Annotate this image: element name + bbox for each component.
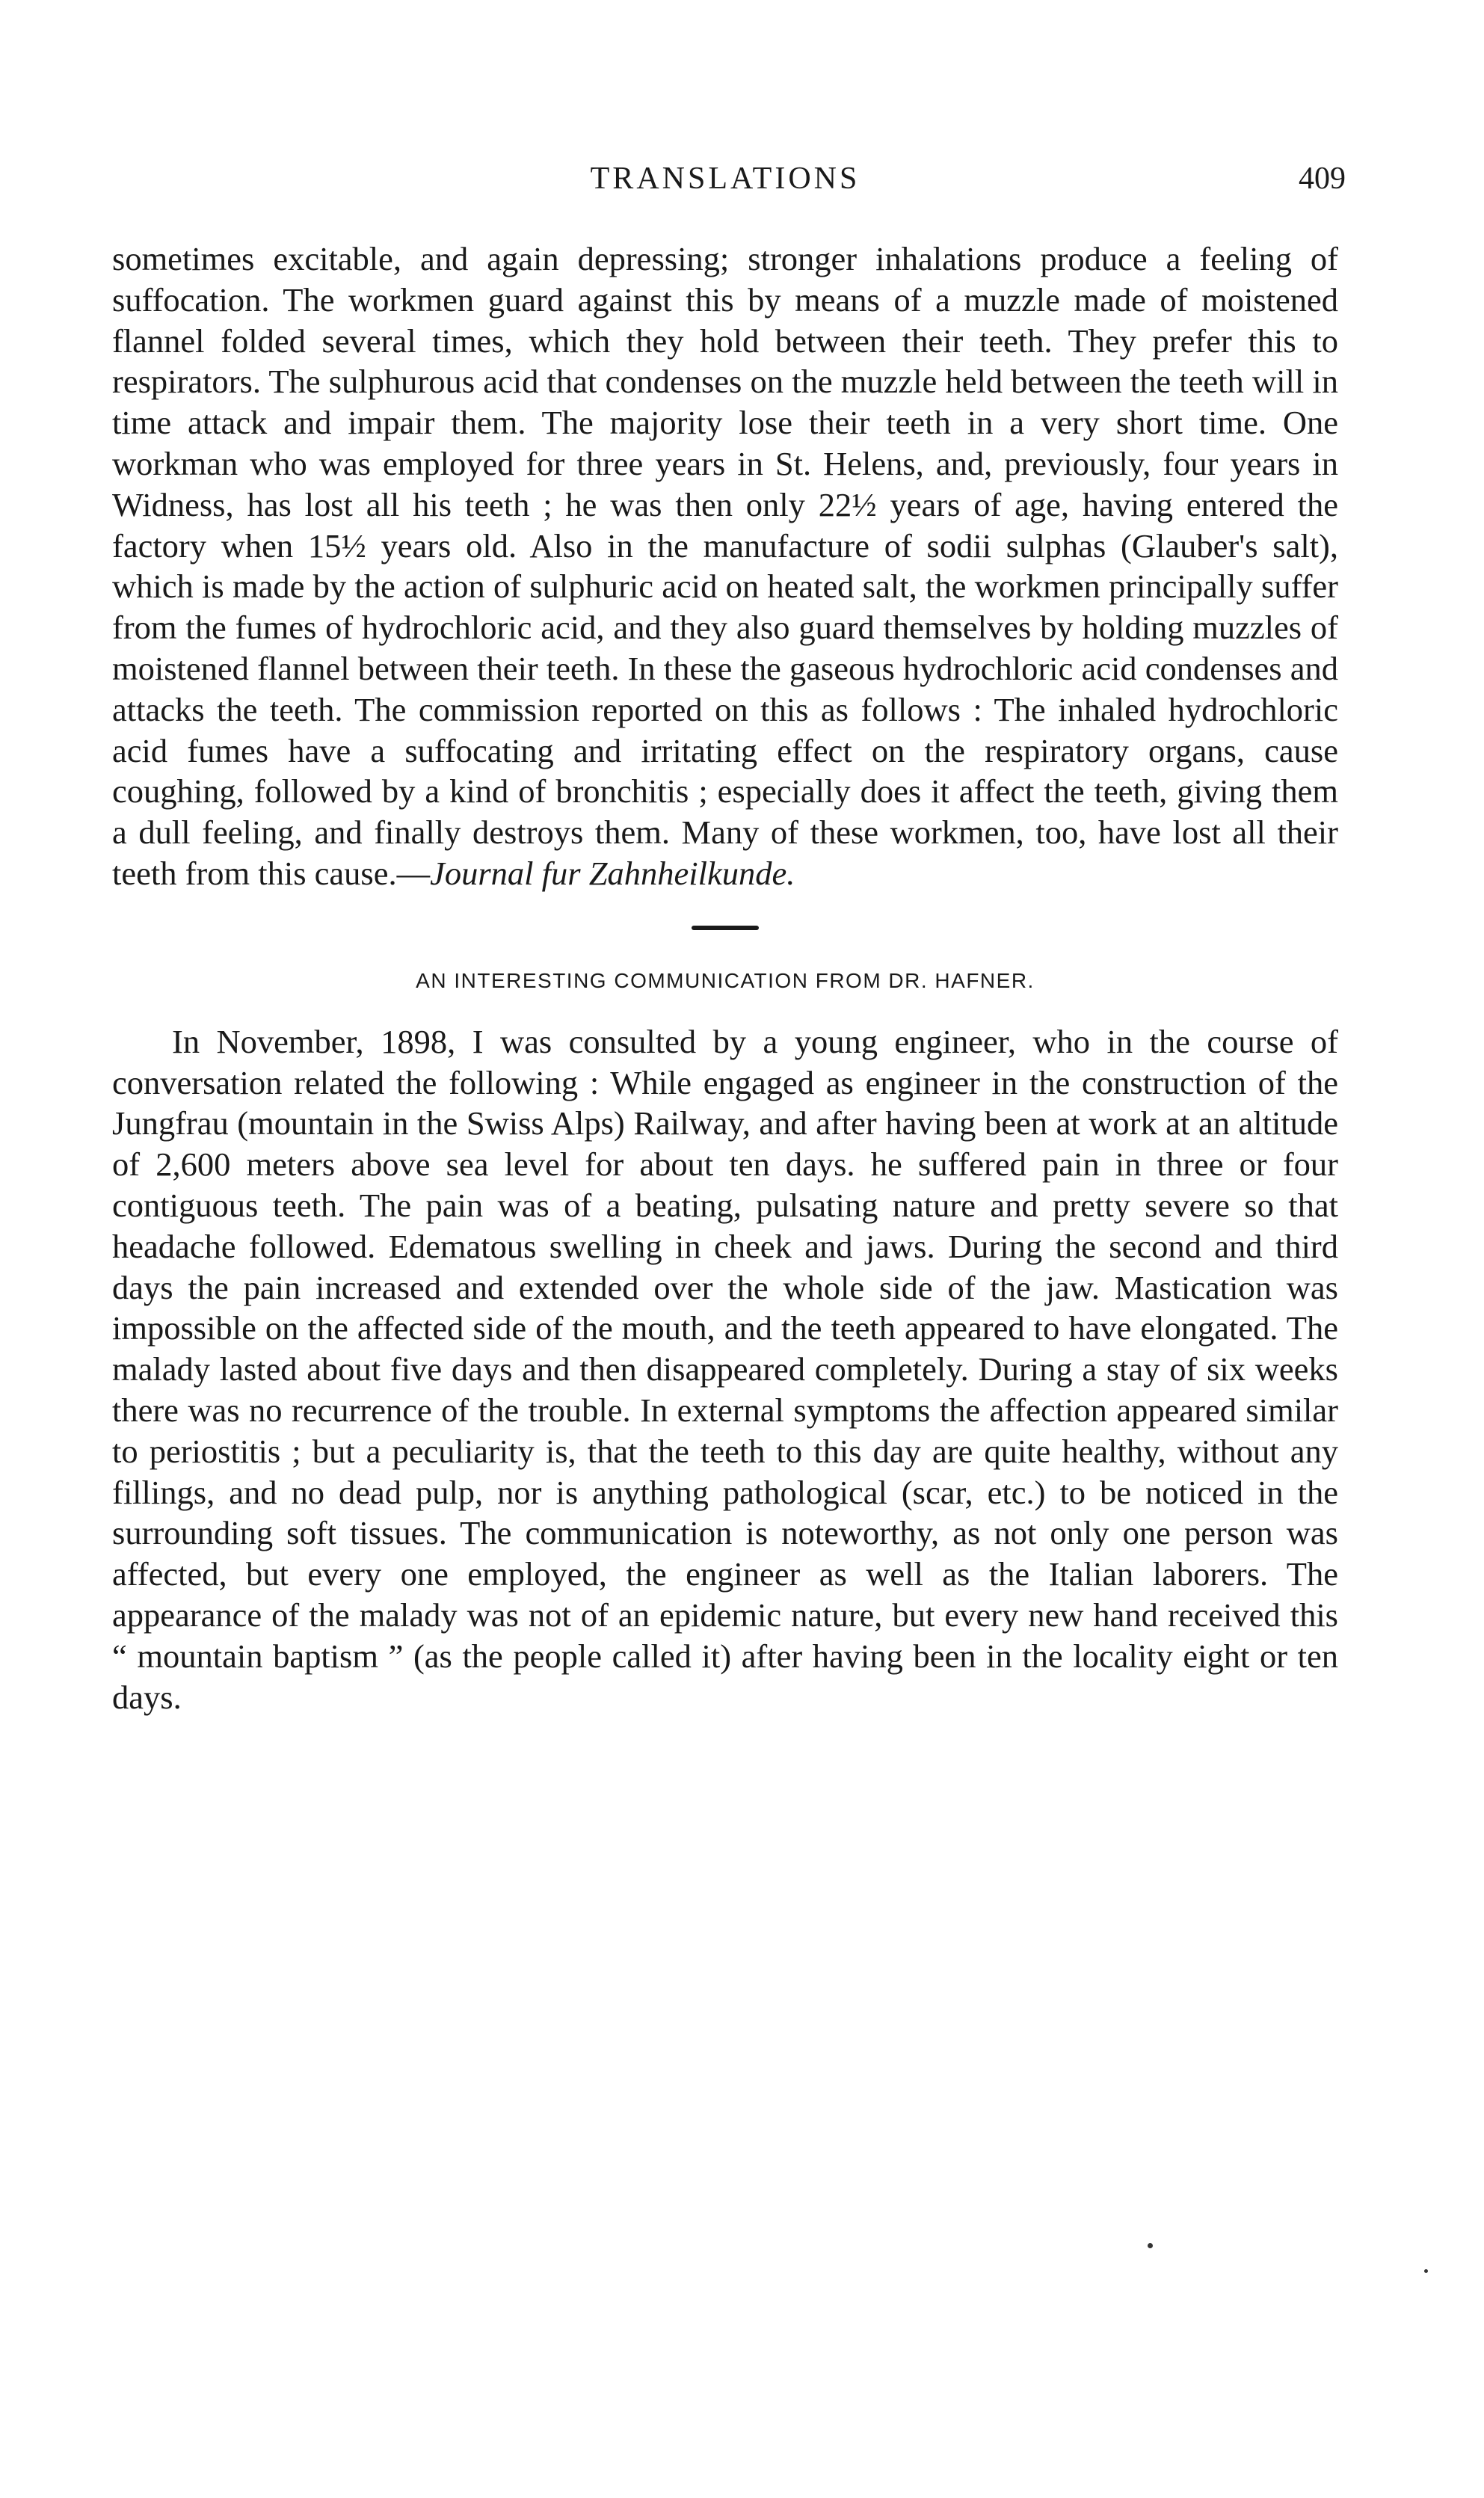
- running-head: [112, 161, 1346, 206]
- specks-mark: [1424, 2269, 1428, 2273]
- page-number: 409: [1299, 161, 1346, 196]
- article1-paragraph: [112, 239, 1338, 894]
- section-separator-ornament: [692, 926, 759, 930]
- article1-source: Journal fur Zahnheilkunde.: [430, 854, 795, 892]
- article1-body: sometimes excitable, and again depressing; stronger inhalations produce a feeling of suffocation. The workmen guard against this by means of a muzzle made of moistened flannel folded several times, which they hold between their teeth. They prefer this to respirators. The sulphurous acid that condenses on the muzzle held between the teeth will in time attack and impair them. The majority lose their teeth in a very short time. One workman who was employed for three years in St. Helens, and, previously, four years in Widness, has lost all his teeth ; he was then only 22½ years of age, having entered the factory when 15½ years old. Also in the manufacture of sodii sulphas (Glauber's salt), which is made by the action of sulphuric acid on heated salt, the workmen principally suffer from the fumes of hydrochloric acid, and they also guard themselves by holding muzzles of moistened flannel between their teeth. In these the gaseous hydrochloric acid condenses and attacks the teeth. The commission reported on this as follows : The inhaled hydrochloric acid fumes have a suffocating and irritating effect on the respiratory organs, cause coughing, followed by a kind of bronchitis ; especially does it affect the teeth, giving them a dull feeling, and finally destroys them. Many of these workmen, too, have lost all their teeth from this cause.—: [112, 240, 1338, 892]
- book-page: [112, 161, 1346, 1717]
- specks-mark: [1148, 2243, 1153, 2248]
- running-title: TRANSLATIONS: [590, 161, 860, 196]
- section-heading: AN INTERESTING COMMUNICATION FROM DR. HAFNER.: [416, 968, 1035, 992]
- article2-body: In November, 1898, I was consulted by a young engineer, who in the course of conversation related the following : While engaged as engineer in the construction of the Jungfrau (mountain in the Swiss Alps) Railway, and after having been at work at an altitude of 2,600 meters above sea level for about ten days. he suffered pain in three or four contiguous teeth. The pain was of a beating, pulsating nature and pretty severe so that headache followed. Edematous swelling in cheek and jaws. During the second and third days the pain increased and extended over the whole side of the jaw. Mastication was impossible on the affected side of the mouth, and the teeth appeared to have elongated. The malady lasted about five days and then disappeared completely. During a stay of six weeks there was no recurrence of the trouble. In external symptoms the affection appeared similar to periostitis ; but a peculiarity is, that the teeth to this day are quite healthy, without any fillings, and no dead pulp, nor is anything pathological (scar, etc.) to be noticed in the surrounding soft tissues. The communication is noteworthy, as not only one person was affected, but every one employed, the engineer as well as the Italian laborers. The appearance of the malady was not of an epidemic nature, but every new hand received this “ mountain baptism ” (as the people called it) after having been in the locality eight or ten days.: [112, 1022, 1338, 1716]
